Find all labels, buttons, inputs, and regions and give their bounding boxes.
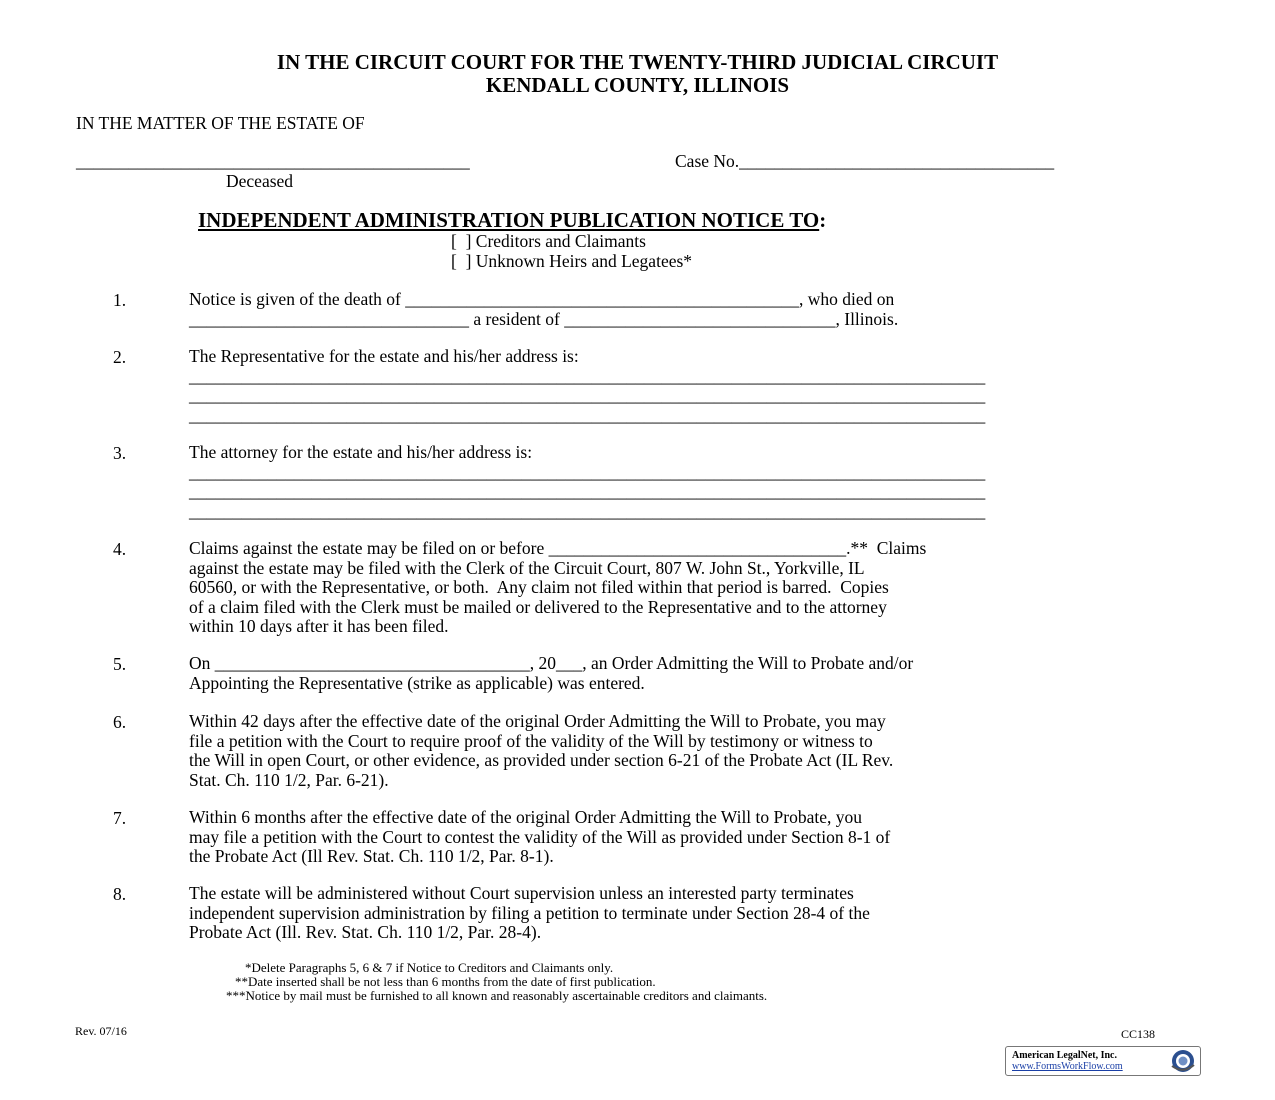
paragraph-line: Within 42 days after the effective date of the original Order Admitting the Will to Probate, you may	[189, 711, 886, 731]
paragraph-number: 2.	[113, 347, 127, 367]
paragraph-number: 7.	[113, 808, 127, 828]
paragraph-number: 1.	[113, 290, 127, 310]
paragraph-line: the Probate Act (Ill Rev. Stat. Ch. 110 1/2, Par. 8-1).	[189, 846, 554, 866]
paragraph-line: The attorney for the estate and his/her address is:	[189, 442, 533, 462]
paragraph-line: Stat. Ch. 110 1/2, Par. 6-21).	[189, 769, 389, 790]
footnote-3: ***Notice by mail must be furnished to all known and reasonably ascertainable creditors and claimants.	[226, 988, 768, 1003]
vendor-logo[interactable]	[1005, 1046, 1201, 1076]
globe-icon	[1170, 1048, 1196, 1074]
paragraph-line: The Representative for the estate and his/her address is:	[189, 346, 579, 366]
deceased-label: Deceased	[226, 171, 294, 191]
paragraph-line: 60560, or with the Representative, or both. Any claim not filed within that period is barred. Copies	[189, 577, 889, 597]
paragraph-line: ________________________________ a resident of _______________________________, Illinois.	[189, 308, 899, 329]
paragraph-number: 8.	[113, 884, 127, 904]
paragraph-line: Within 6 months after the effective date of the original Order Admitting the Will to Probate, you	[189, 807, 862, 827]
case-number-field[interactable]: Case No.____________________________________	[675, 151, 1055, 171]
notice-heading-colon: :	[819, 208, 827, 232]
revision-label: Rev. 07/16	[75, 1024, 127, 1038]
address-blank-line[interactable]: ___________________________________________________________________________________________	[189, 461, 986, 482]
paragraph-line: Appointing the Representative (strike as applicable) was entered.	[189, 672, 645, 693]
vendor-name: American LegalNet, Inc.	[1012, 1050, 1117, 1061]
footnote-2: **Date inserted shall be not less than 6 months from the date of first publication.	[235, 974, 656, 989]
court-title-line1: IN THE CIRCUIT COURT FOR THE TWENTY-THIRD JUDICIAL CIRCUIT	[276, 50, 999, 74]
form-code: CC138	[1121, 1027, 1156, 1041]
paragraph-line: independent supervision administration by filing a petition to terminate under Section 28-4 of the	[189, 902, 870, 923]
paragraph-line: may file a petition with the Court to contest the validity of the Will as provided under Section 8-1 of	[189, 826, 891, 847]
paragraph-line: file a petition with the Court to require proof of the validity of the Will by testimony or witness to	[189, 730, 873, 751]
address-blank-line[interactable]: ___________________________________________________________________________________________	[189, 481, 986, 501]
footnote-1: *Delete Paragraphs 5, 6 & 7 if Notice to Creditors and Claimants only.	[245, 960, 614, 975]
estate-matter-label: IN THE MATTER OF THE ESTATE OF	[76, 113, 365, 133]
paragraph-line: against the estate may be filed with the Clerk of the Circuit Court, 807 W. John St., Yorkville, IL	[189, 557, 865, 578]
notice-heading	[198, 208, 826, 233]
notice-heading-text: INDEPENDENT ADMINISTRATION PUBLICATION NOTICE TO	[198, 208, 820, 232]
vendor-url-link[interactable]: www.FormsWorkFlow.com	[1012, 1061, 1123, 1072]
paragraph-number: 4.	[113, 539, 127, 559]
address-blank-line[interactable]: ___________________________________________________________________________________________	[189, 365, 986, 386]
paragraph-line: Claims against the estate may be filed on or before __________________________________.** Claims	[189, 538, 927, 558]
paragraph-number: 6.	[113, 712, 127, 732]
option-heirs-checkbox[interactable]: [ ] Unknown Heirs and Legatees*	[451, 251, 693, 271]
address-blank-line[interactable]: ___________________________________________________________________________________________	[189, 404, 986, 425]
decedent-name-blank[interactable]: _____________________________________________	[76, 151, 470, 171]
paragraph-number: 3.	[113, 443, 127, 463]
paragraph-line: of a claim filed with the Clerk must be mailed or delivered to the Representative and to the attorney	[189, 596, 887, 617]
paragraph-line: On ____________________________________, 20___, an Order Admitting the Will to Probate and/or	[189, 653, 914, 673]
paragraph-line: The estate will be administered without Court supervision unless an interested party terminates	[189, 883, 854, 903]
paragraph-line: Probate Act (Ill. Rev. Stat. Ch. 110 1/2, Par. 28-4).	[189, 922, 542, 942]
paragraph-line: Notice is given of the death of _____________________________________________, who died on	[189, 289, 895, 309]
paragraph-line: within 10 days after it has been filed.	[189, 616, 449, 636]
option-creditors-checkbox[interactable]: [ ] Creditors and Claimants	[451, 231, 646, 251]
paragraph-line: the Will in open Court, or other evidence, as provided under section 6-21 of the Probate Act (IL Rev.	[189, 750, 894, 770]
address-blank-line[interactable]: ___________________________________________________________________________________________	[189, 385, 986, 405]
court-title-line2: KENDALL COUNTY, ILLINOIS	[485, 73, 790, 97]
paragraph-number: 5.	[113, 654, 127, 674]
address-blank-line[interactable]: ___________________________________________________________________________________________	[189, 500, 986, 521]
